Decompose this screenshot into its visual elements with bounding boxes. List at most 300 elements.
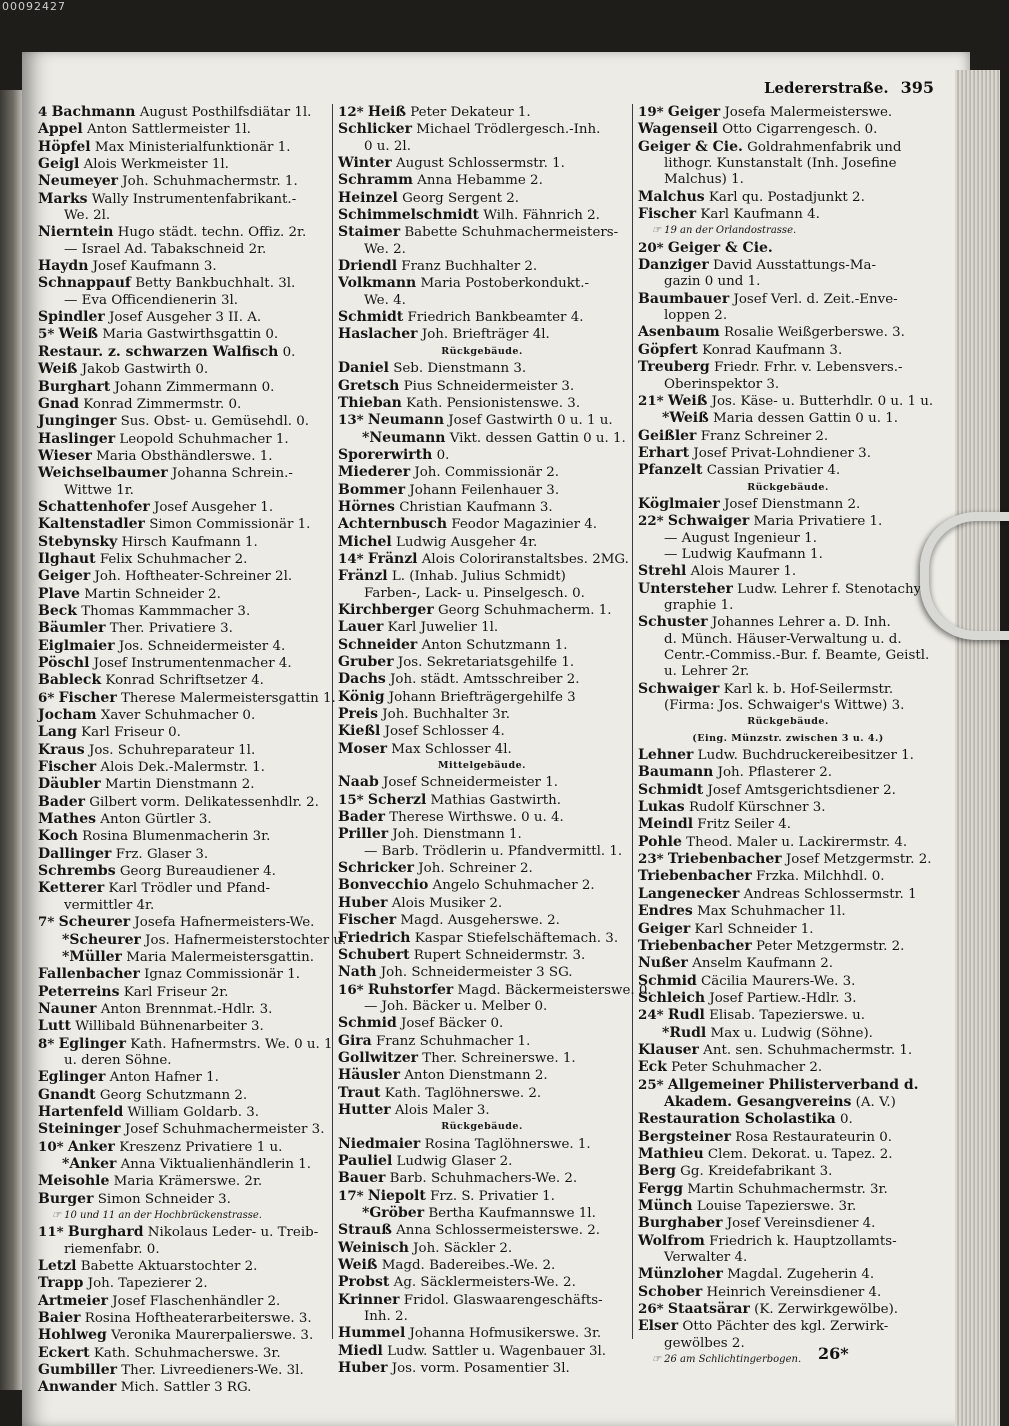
resident-entry — [638, 1215, 938, 1232]
resident-entry — [338, 619, 626, 636]
resident-name: Geißler — [638, 427, 697, 444]
resident-entry — [38, 1293, 328, 1310]
resident-entry — [38, 396, 328, 413]
resident-name: Elser — [638, 1318, 679, 1335]
entry-text: Josef Schneidermeister 1. — [383, 775, 558, 791]
entry-text: Johann Briefträgergehilfe 3 — [388, 689, 576, 705]
entry-continuation — [638, 1336, 938, 1352]
resident-name: Gnad — [38, 395, 79, 412]
entry-text: Karl Kaufmann 4. — [700, 207, 820, 223]
book-page-edges — [955, 70, 1000, 1426]
resident-name: Michel — [338, 533, 392, 550]
entry-text: Simon Commissionär 1. — [149, 517, 311, 533]
entry-text: 0. — [282, 344, 296, 360]
entry-text: Franz Schuhmacher 1. — [376, 1033, 531, 1049]
entry-text: Jakob Gastwirth 0. — [81, 362, 209, 378]
entry-text: Hirsch Kaufmann 1. — [121, 534, 258, 550]
resident-entry — [338, 1136, 626, 1153]
resident-name: Moser — [338, 740, 387, 757]
resident-entry — [338, 430, 626, 447]
resident-name: Geiger — [638, 920, 691, 937]
resident-name: Bableck — [38, 672, 102, 689]
resident-name: Schramm — [338, 172, 413, 189]
resident-entry — [38, 173, 328, 190]
entry-text: Centr.-Commiss.-Bur. f. Beamte, Geistl. — [664, 648, 930, 663]
house-number: 10* — [38, 1138, 64, 1155]
resident-name: Triebenbacher — [638, 868, 752, 885]
entry-continuation — [338, 139, 626, 155]
resident-entry — [338, 723, 626, 740]
entry-text: Martin Schuhmachermstr. 3r. — [687, 1181, 888, 1197]
resident-name: Meindl — [638, 816, 694, 833]
entry-text: Joh. Schreiner 2. — [418, 861, 533, 877]
entry-text: Josef Kaufmann 3. — [92, 259, 217, 275]
entry-text: Josefa Malermeisterswe. — [724, 105, 893, 120]
resident-entry — [338, 1257, 626, 1274]
resident-name: Eglinger — [58, 1035, 126, 1052]
resident-name: Fischer — [638, 206, 697, 223]
directory-column-3 — [638, 104, 938, 1368]
resident-entry — [38, 344, 328, 361]
resident-entry — [638, 240, 938, 257]
resident-entry — [638, 121, 938, 138]
entry-text: We. 2l. — [64, 208, 111, 224]
resident-name: Allgemeiner Philisterverband d. — [667, 1076, 919, 1093]
entry-continuation — [638, 698, 938, 714]
resident-entry — [338, 499, 626, 516]
resident-entry — [38, 309, 328, 326]
resident-name: Lauer — [338, 619, 384, 636]
resident-name: Ruhstorfer — [367, 981, 454, 998]
page-number: 395 — [900, 78, 934, 97]
resident-entry — [338, 1102, 626, 1119]
resident-entry — [638, 834, 938, 851]
entry-text: Andreas Schlossermstr. 1 — [743, 886, 917, 902]
entry-continuation — [638, 308, 938, 324]
resident-name: Geiger & Cie. — [638, 138, 743, 155]
resident-entry — [338, 360, 626, 377]
resident-name: Wagenseil — [638, 121, 718, 138]
resident-name: Steininger — [38, 1121, 121, 1138]
running-header — [764, 78, 934, 97]
resident-entry — [638, 1025, 938, 1042]
resident-entry — [38, 224, 328, 241]
resident-name: Schleich — [638, 989, 706, 1006]
resident-name: Däubler — [38, 776, 101, 793]
resident-name: Pauliel — [338, 1152, 393, 1169]
entry-text: Frz. Glaser 3. — [115, 846, 209, 862]
entry-continuation — [638, 1094, 938, 1111]
entry-text: Betty Bankbuchhalt. 3l. — [135, 276, 296, 292]
section-heading: Rückgebäude. — [747, 481, 829, 493]
resident-name: Scheurer — [58, 914, 131, 931]
entry-text: Gg. Kreidefabrikant 3. — [680, 1164, 833, 1180]
resident-entry — [338, 412, 626, 429]
resident-name: Burghart — [38, 378, 111, 395]
resident-entry — [638, 955, 938, 972]
resident-entry — [338, 104, 626, 121]
resident-entry — [338, 121, 626, 138]
resident-entry — [338, 190, 626, 207]
resident-entry — [338, 1085, 626, 1102]
resident-entry — [338, 671, 626, 688]
entry-text: Karl qu. Postadjunkt 2. — [708, 189, 865, 205]
entry-continuation — [38, 1053, 328, 1069]
resident-name: Häusler — [338, 1067, 400, 1084]
resident-entry — [338, 826, 626, 843]
entry-continuation — [638, 172, 938, 188]
resident-name: Probst — [338, 1274, 390, 1291]
resident-name: Huber — [338, 1360, 388, 1377]
entry-text: Rudolf Kürschner 3. — [688, 800, 826, 816]
resident-entry — [338, 275, 626, 292]
resident-name: *Gröber — [362, 1205, 425, 1221]
resident-name: Münzloher — [638, 1266, 723, 1283]
resident-name: Schober — [638, 1283, 703, 1300]
resident-name: Daniel — [338, 360, 389, 377]
entry-text: Alois Coloriranstaltsbes. 2MG. — [421, 551, 629, 567]
entry-continuation — [638, 632, 938, 648]
resident-name: Volkmann — [338, 275, 417, 292]
resident-name: Pöschl — [38, 655, 90, 671]
resident-entry — [38, 603, 328, 620]
house-number: 22* — [638, 513, 664, 530]
entry-text: Kaspar Stiefelschäftemach. 3. — [414, 930, 619, 946]
entry-text: Therese Malermeistersgattin 1. — [121, 690, 336, 706]
resident-entry — [338, 809, 626, 826]
resident-name: Friedrich — [338, 929, 411, 946]
resident-entry — [338, 534, 626, 551]
resident-entry — [338, 224, 626, 241]
resident-entry — [638, 445, 938, 462]
entry-text: Josef Instrumentenmacher 4. — [93, 656, 292, 671]
resident-name: Traut — [338, 1084, 381, 1101]
entry-text: Joh. Pflasterer 2. — [717, 765, 833, 781]
resident-entry — [638, 782, 938, 799]
entry-text: — Joh. Bäcker u. Melber 0. — [364, 998, 548, 1014]
resident-name: Malchus — [638, 188, 705, 205]
resident-name: Schimmelschmidt — [338, 207, 479, 224]
entry-text: Magd. Badereibes.-We. 2. — [381, 1258, 556, 1274]
resident-name: Niepolt — [367, 1187, 426, 1204]
entry-continuation — [638, 547, 938, 563]
entry-text: Ther. Livreedieners-We. 3l. — [121, 1363, 304, 1379]
resident-name: Burghaber — [638, 1215, 723, 1232]
resident-name: Langenecker — [638, 885, 740, 902]
resident-entry — [638, 1266, 938, 1283]
house-number: 20* — [638, 239, 664, 256]
resident-name: Achternbusch — [338, 516, 448, 533]
entry-continuation — [38, 483, 328, 499]
resident-entry — [638, 257, 938, 274]
entry-text: — Ludwig Kaufmann 1. — [664, 546, 823, 562]
resident-name: Weichselbaumer — [38, 465, 168, 482]
resident-entry — [638, 410, 938, 427]
entry-text: Willibald Bühnenarbeiter 3. — [75, 1019, 264, 1035]
entry-text: Maria Gastwirthsgattin 0. — [102, 327, 279, 343]
entry-text: Joh. Buchhalter 3r. — [382, 707, 510, 723]
entry-text: Bertha Kaufmannswe 1l. — [428, 1206, 596, 1221]
entry-text: Georg Bureaudiener 4. — [119, 864, 276, 880]
entry-text: Anton Dienstmann 2. — [404, 1068, 548, 1084]
entry-text: Barb. Schuhmachers-We. 2. — [389, 1171, 578, 1187]
resident-entry — [338, 1222, 626, 1239]
entry-continuation — [638, 598, 938, 614]
entry-text: Johannes Lehrer a. D. Inh. — [711, 615, 891, 631]
house-number: 6* — [38, 689, 55, 706]
resident-name: Nußer — [638, 955, 688, 972]
resident-entry — [338, 1067, 626, 1084]
resident-entry — [38, 655, 328, 672]
resident-name: Danziger — [638, 257, 709, 274]
resident-entry — [38, 1191, 328, 1208]
house-number: 15* — [338, 791, 364, 808]
resident-name: Bauer — [338, 1170, 386, 1187]
resident-name: Huber — [338, 894, 388, 911]
resident-name: Ketterer — [38, 880, 105, 897]
resident-name: Bonvecchio — [338, 877, 429, 894]
entry-text: Rosina Hoftheaterarbeiterswe. 3. — [84, 1311, 312, 1327]
entry-text: Inh. 2. — [364, 1309, 408, 1325]
entry-text: Max u. Ludwig (Söhne). — [710, 1025, 873, 1041]
resident-name: Münch — [638, 1198, 693, 1214]
entry-continuation — [38, 242, 328, 258]
entry-text: Magd. Bäckermeisterswe. 0. — [457, 982, 652, 998]
previous-page-edge — [0, 90, 22, 1390]
resident-entry — [338, 602, 626, 619]
resident-entry — [38, 794, 328, 811]
entry-text: — Israel Ad. Tabakschneid 2r. — [64, 241, 267, 257]
resident-name: *Scheurer — [62, 931, 141, 948]
resident-entry — [638, 764, 938, 781]
entry-text: Therese Wirthswe. 0 u. 4. — [389, 810, 564, 826]
resident-name: Nath — [338, 964, 377, 981]
section-heading: Mittelgebäude. — [438, 760, 526, 772]
entry-text: Christian Kaufmann 3. — [399, 499, 553, 515]
entry-text: Ludw. Sattler u. Wagenbauer 3l. — [387, 1343, 607, 1359]
page-clip — [920, 512, 1009, 640]
resident-entry — [38, 759, 328, 776]
resident-entry — [338, 774, 626, 791]
entry-text: (K. Zerwirkgewölbe). — [754, 1302, 899, 1318]
resident-name: Weiß — [338, 1257, 378, 1274]
entry-text: Ag. Säcklermeisters-We. 2. — [393, 1275, 576, 1291]
entry-text: — August Ingenieur 1. — [664, 530, 817, 546]
resident-name: Dallinger — [38, 845, 112, 862]
entry-continuation — [338, 586, 626, 602]
resident-name: Heiß — [367, 104, 406, 120]
entry-text: Friedr. Frhr. v. Lebensvers.- — [714, 360, 903, 376]
resident-entry — [638, 1111, 938, 1128]
resident-name: *Weiß — [662, 410, 709, 427]
resident-entry — [38, 966, 328, 983]
entry-text: Alois Maurer 1. — [690, 564, 797, 580]
resident-entry — [638, 1146, 938, 1163]
entry-text: Ther. Schreinerswe. 1. — [422, 1050, 576, 1066]
resident-entry — [638, 563, 938, 580]
resident-entry — [338, 947, 626, 964]
resident-name: Peterreins — [38, 983, 120, 1000]
entry-text: Max Schlosser 4l. — [391, 741, 512, 757]
entry-text: Mich. Sattler 3 RG. — [120, 1380, 252, 1396]
entry-continuation — [638, 648, 938, 664]
resident-entry — [38, 638, 328, 655]
entry-text: Fritz Seiler 4. — [697, 817, 791, 833]
resident-entry — [38, 499, 328, 516]
resident-name: *Müller — [62, 948, 122, 965]
resident-name: Haslinger — [38, 430, 116, 447]
resident-entry — [338, 1050, 626, 1067]
resident-entry — [638, 816, 938, 833]
house-number: 26* — [638, 1301, 664, 1318]
entry-text: Jos. Sekretariatsgehilfe 1. — [397, 655, 575, 670]
entry-text: Magd. Ausgeherswe. 2. — [400, 913, 560, 929]
entry-text: Joh. Tapezierer 2. — [87, 1276, 208, 1292]
resident-name: Schmid — [638, 972, 697, 989]
entry-text: Konrad Zimmermstr. 0. — [83, 396, 242, 412]
resident-name: Gruber — [338, 654, 394, 670]
resident-name: Junginger — [38, 413, 117, 430]
column-rule-2 — [632, 104, 633, 1339]
resident-entry — [638, 462, 938, 479]
entry-text: Hugo städt. techn. Offiz. 2r. — [117, 225, 307, 241]
entry-text: Karl Juwelier 1l. — [387, 620, 499, 636]
resident-entry — [338, 1015, 626, 1032]
entry-text: Josefa Hafnermeisters-We. — [134, 915, 315, 931]
entry-text: — Barb. Trödlerin u. Pfandvermittl. 1. — [364, 843, 623, 859]
entry-text: Leopold Schuhmacher 1. — [119, 431, 289, 447]
resident-name: Restaur. z. schwarzen Walfisch — [38, 343, 279, 360]
resident-name: Schuster — [638, 614, 708, 631]
house-number: 25* — [638, 1076, 664, 1093]
resident-entry — [38, 326, 328, 343]
entry-text: David Ausstattungs-Ma- — [713, 258, 876, 274]
house-number: 4 — [38, 104, 48, 120]
resident-entry — [38, 1069, 328, 1086]
entry-text: u. deren Söhne. — [64, 1052, 172, 1068]
resident-name: Beck — [38, 602, 77, 619]
entry-text: Wittwe 1r. — [64, 482, 134, 498]
entry-text: 0 u. 2l. — [364, 138, 411, 154]
resident-name: Fergg — [638, 1180, 684, 1197]
resident-entry — [38, 689, 336, 707]
resident-entry — [338, 309, 626, 326]
resident-entry — [38, 465, 328, 482]
resident-name: Schwaiger — [667, 513, 750, 530]
resident-name: Neumann — [367, 412, 445, 429]
resident-name: Asenbaum — [638, 324, 720, 341]
entry-text: Kath. Schuhmacherswe. 3r. — [93, 1345, 281, 1361]
entry-text: Elisab. Tapezierswe. u. — [709, 1008, 866, 1024]
resident-entry — [38, 1362, 328, 1379]
entry-text: Ant. sen. Schuhmachermstr. 1. — [703, 1042, 913, 1058]
resident-entry — [38, 1087, 328, 1104]
resident-entry — [38, 379, 328, 396]
resident-name: Pohle — [638, 833, 682, 850]
entry-text: Babette Schuhmachermeisters- — [404, 225, 619, 241]
entry-text: Josef Ausgeher 1. — [154, 499, 274, 515]
entry-text: graphie 1. — [664, 597, 734, 613]
resident-entry — [38, 448, 328, 465]
resident-name: Bergsteiner — [638, 1128, 731, 1145]
resident-name: *Anker — [62, 1155, 117, 1172]
house-number: 23* — [638, 851, 664, 868]
entry-text: Wally Instrumentenfabrikant.- — [91, 191, 297, 207]
resident-entry — [638, 1007, 938, 1024]
entry-continuation — [338, 242, 626, 258]
cross-reference-note: ☞ 19 an der Orlandostrasse. — [652, 225, 797, 237]
resident-entry — [638, 359, 938, 376]
entry-text: Gilbert vorm. Delikatessenhdlr. 2. — [89, 794, 319, 810]
resident-entry — [338, 464, 626, 481]
resident-name: Trapp — [38, 1275, 84, 1292]
entry-text: Rosa Restaurateurin 0. — [735, 1129, 892, 1145]
resident-entry — [638, 1042, 938, 1059]
resident-entry — [38, 742, 328, 759]
resident-entry — [338, 568, 626, 585]
resident-entry — [638, 990, 938, 1007]
entry-text: Maria Malermeistersgattin. — [126, 949, 314, 965]
entry-text: William Goldarb. 3. — [127, 1104, 259, 1120]
entry-text: Theod. Maler u. Lackirermstr. 4. — [686, 834, 908, 850]
resident-entry — [638, 324, 938, 341]
resident-name: Erhart — [638, 444, 690, 461]
entry-text: Thomas Kammmacher 3. — [81, 603, 251, 619]
entry-text: Anselm Kaufmann 2. — [692, 956, 834, 972]
resident-name: Spindler — [38, 309, 105, 326]
house-number: 8* — [38, 1035, 55, 1052]
entry-text: Josef Amtsgerichtsdiener 2. — [707, 782, 896, 798]
entry-text: riemenfabr. 0. — [64, 1241, 160, 1257]
resident-name: Meisohle — [38, 1173, 110, 1190]
resident-entry — [38, 1310, 328, 1327]
directory-column-1 — [38, 104, 347, 1397]
entry-text: d. Münch. Häuser-Verwaltung u. d. — [664, 631, 902, 647]
resident-name: Kaltenstadler — [38, 516, 145, 533]
resident-name: Scherzl — [367, 791, 427, 808]
resident-name: Priller — [338, 826, 389, 843]
resident-name: Koch — [38, 828, 78, 845]
entry-text: 0. — [840, 1112, 853, 1128]
resident-entry — [38, 776, 328, 793]
resident-entry — [38, 811, 328, 828]
resident-name: Eckert — [38, 1344, 90, 1361]
entry-text: Otto Pächter des kgl. Zerwirk- — [682, 1319, 889, 1335]
entry-text: Otto Cigarrengesch. 0. — [722, 122, 878, 138]
resident-entry — [638, 139, 938, 156]
resident-entry — [338, 637, 626, 654]
resident-name: Krinner — [338, 1291, 400, 1308]
entry-text: Frzka. Milchhdl. 0. — [756, 869, 885, 885]
entry-text: Maria dessen Gattin 0 u. 1. — [713, 411, 898, 427]
house-number: 13* — [338, 412, 364, 429]
resident-name: Geiger — [38, 568, 91, 585]
resident-name: Baumbauer — [638, 290, 730, 307]
cross-reference-note: ☞ 26 am Schlichtingerbogen. — [652, 1354, 802, 1366]
entry-text: Maria Obsthändlerswe. 1. — [96, 448, 273, 464]
entry-text: Konrad Kaufmann 3. — [702, 342, 843, 358]
resident-name: Neumeyer — [38, 173, 119, 190]
entry-text: Joh. Commissionär 2. — [414, 465, 560, 481]
resident-entry — [638, 1233, 938, 1250]
entry-text: Josef Bäcker 0. — [401, 1016, 504, 1032]
entry-text: Karl Friseur 0. — [81, 725, 181, 741]
resident-entry — [338, 516, 626, 533]
resident-name: Burghard — [67, 1224, 144, 1241]
resident-entry — [338, 378, 626, 395]
entry-text: Rosina Blumenmacherin 3r. — [82, 829, 271, 845]
entry-text: Joh. Dienstmann 1. — [392, 827, 522, 843]
